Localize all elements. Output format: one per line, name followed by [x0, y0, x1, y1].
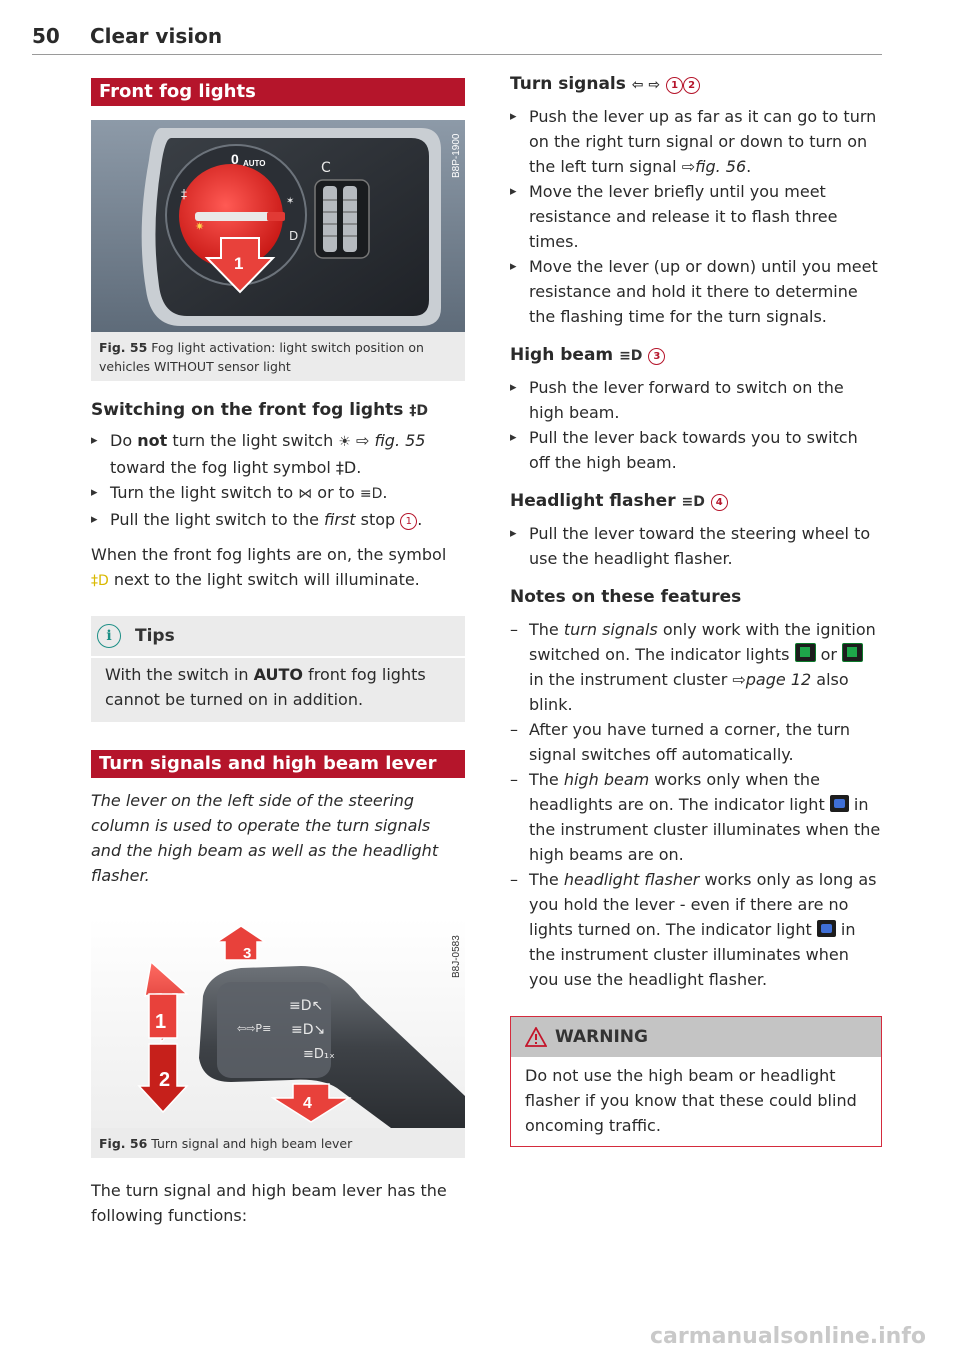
headlight-flasher-heading: Headlight flasher ≡D 4 [510, 491, 882, 511]
headlight-flasher-steps [510, 521, 882, 571]
list-item: ▸ Do not turn the light switch ☀ ⇨ fig. 55 toward the fog light symbol ‡D. [91, 428, 465, 480]
figure-caption-text: Fog light activation: light switch position on vehicles WITHOUT sensor light [99, 340, 424, 374]
arrow-label-3: 3 [243, 945, 252, 962]
turn-signals-heading: Turn signals ⇦ ⇨ 1 2 [510, 74, 882, 94]
figure-code: B8J-0583 [451, 935, 462, 978]
parking-light-symbol-icon: ⋈ [298, 486, 313, 502]
list-item: – The high beam works only when the headlights are on. The indicator light in the instrument cluster illuminates when the high beams are on. [510, 767, 882, 867]
list-item: – The turn signals only work with the ignition switched on. The indicator lights or in the instrument cluster ⇨page 12 also blink. [510, 617, 882, 717]
figure-caption-text: Turn signal and high beam lever [151, 1136, 353, 1151]
left-turn-indicator-icon [795, 643, 816, 662]
warning-title: WARNING [555, 1027, 648, 1047]
fog-lights-heading: Switching on the front fog lights ‡D [91, 400, 428, 420]
fog-lights-steps [91, 428, 465, 532]
tips-title: Tips [135, 626, 175, 646]
high-beam-steps [510, 375, 882, 475]
light-switch-symbol-icon: ☀ [338, 434, 351, 450]
lever-intro: The lever on the left side of the steering column is used to operate the turn signals and the high beam as well as the headlight flasher. [91, 791, 439, 885]
fog-light-indicator-icon: ‡D [91, 573, 109, 589]
light-switch-illustration [91, 120, 465, 332]
figure-reference-link[interactable]: fig. 55 [374, 431, 426, 450]
callout-number-icon: 1 [666, 77, 683, 94]
svg-text:‡: ‡ [181, 187, 187, 201]
callout-number-icon: 3 [648, 348, 665, 365]
figure-55 [91, 120, 465, 381]
page-header [32, 22, 882, 55]
callout-number-icon: 2 [683, 77, 700, 94]
svg-text:⇦⇨P≡: ⇦⇨P≡ [237, 1022, 272, 1035]
callout-number-icon: 4 [711, 494, 728, 511]
high-beam-symbol-icon: ≡D [619, 348, 643, 364]
page-reference-link[interactable]: page 12 [745, 670, 812, 689]
svg-text:D: D [289, 229, 299, 243]
turn-arrows-icon: ⇦ ⇨ [631, 77, 661, 93]
figure-number: Fig. 56 [99, 1136, 148, 1151]
figure-reference-link[interactable]: fig. 56 [695, 157, 747, 176]
figure-56 [91, 918, 465, 1158]
svg-text:C: C [321, 160, 331, 176]
info-icon: i [97, 624, 121, 648]
thumbwheels [315, 180, 369, 258]
high-beam-heading: High beam ≡D 3 [510, 345, 882, 365]
site-watermark: carmanualsonline.info [650, 1324, 926, 1349]
tips-box [91, 616, 465, 722]
figure-code: B8P-1900 [451, 133, 462, 178]
warning-box [510, 1016, 882, 1147]
list-item: – After you have turned a corner, the turn signal switches off automatically. [510, 717, 882, 767]
low-beam-symbol-icon: ≡D [359, 486, 383, 502]
warning-triangle-icon [525, 1027, 547, 1047]
switch-label-auto: AUTO [243, 159, 266, 168]
arrow-label-4: 4 [303, 1095, 312, 1112]
list-item: ▸ Push the lever forward to switch on the high beam. [510, 375, 882, 425]
right-turn-indicator-icon [842, 643, 863, 662]
lever-functions-intro: The turn signal and high beam lever has the following functions: [91, 1181, 447, 1225]
arrow-label-1: 1 [155, 1011, 167, 1033]
list-item: ▸ Move the lever briefly until you meet resistance and release it to flash three times. [510, 179, 882, 254]
turn-signals-steps [510, 104, 882, 329]
list-item: ▸ Move the lever (up or down) until you meet resistance and hold it there to determine the flashing time for the turn signals. [510, 254, 882, 329]
left-column [91, 78, 465, 1228]
section-banner-turn-signals: Turn signals and high beam lever [91, 750, 465, 778]
high-beam-indicator-icon [830, 795, 849, 812]
svg-text:≡D↖: ≡D↖ [289, 998, 324, 1014]
right-column [510, 74, 882, 1147]
tips-header [91, 616, 465, 658]
figure-caption [91, 1128, 465, 1158]
high-beam-indicator-icon [817, 920, 836, 937]
headlight-flasher-symbol-icon: ≡D [681, 494, 705, 510]
page-number: 50 [32, 24, 60, 48]
svg-text:✶: ✶ [286, 196, 295, 207]
callout-number-icon: 1 [400, 513, 417, 530]
warning-header [511, 1017, 881, 1057]
svg-text:≡D₁ₓ: ≡D₁ₓ [303, 1047, 335, 1062]
notes-list [510, 617, 882, 992]
list-item: ▸ Push the lever up as far as it can go to turn on the right turn signal or down to turn on the left turn signal ⇨fig. 56. [510, 104, 882, 179]
arrow-label-2: 2 [159, 1069, 171, 1091]
fog-lights-note: When the front fog lights are on, the symbol ‡D next to the light switch will illuminate. [91, 545, 447, 589]
arrow-step-label: 1 [234, 254, 244, 273]
chapter-title: Clear vision [90, 24, 223, 48]
list-item: ▸ Pull the lever back towards you to switch off the high beam. [510, 425, 882, 475]
svg-text:✷: ✷ [195, 220, 205, 233]
turn-signal-lever-illustration [91, 918, 465, 1128]
tips-text: With the switch in AUTO front fog lights cannot be turned on in addition. [105, 665, 426, 709]
figure-caption [91, 332, 465, 381]
warning-text: Do not use the high beam or headlight flasher if you know that these could blind oncoming traffic. [525, 1066, 857, 1135]
fog-light-symbol-icon: ‡D [409, 403, 428, 419]
notes-heading: Notes on these features [510, 587, 742, 607]
list-item: – The headlight flasher works only as long as you hold the lever - even if there are no lights turned on. The indicator light in the instrument cluster illuminates when you use the headlight flasher. [510, 867, 882, 992]
figure-number: Fig. 55 [99, 340, 148, 355]
svg-text:≡D↘: ≡D↘ [291, 1022, 326, 1038]
list-item: ▸ Pull the light switch to the first stop 1 . [91, 507, 465, 532]
list-item: ▸ Pull the lever toward the steering wheel to use the headlight flasher. [510, 521, 882, 571]
switch-label-zero: 0 [231, 151, 239, 167]
list-item: ▸ Turn the light switch to ⋈ or to ≡D. [91, 480, 465, 507]
section-banner-fog-lights: Front fog lights [91, 78, 465, 106]
